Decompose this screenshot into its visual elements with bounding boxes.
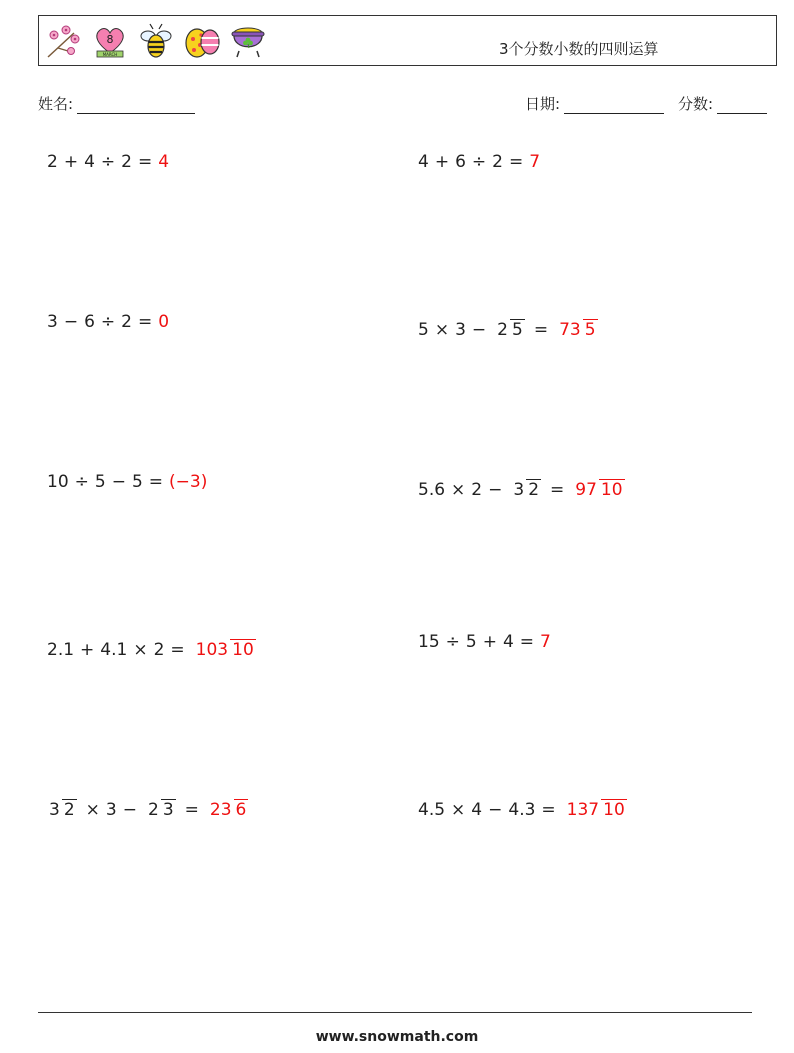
- expression-term: 4.1: [100, 640, 128, 660]
- expression-term: 2: [471, 480, 483, 500]
- answer: 7: [540, 632, 551, 652]
- expression-term: =: [137, 312, 153, 332]
- expression-term: 6: [84, 312, 95, 332]
- answer: 0: [158, 312, 170, 332]
- problem-8: [418, 612, 551, 672]
- fraction: [47, 799, 77, 821]
- expression-term: ×: [451, 800, 466, 820]
- expression-term: 4.3: [508, 800, 536, 820]
- answer: 4: [158, 152, 170, 172]
- expression-term: 97: [575, 480, 597, 500]
- problem-10: [418, 780, 630, 840]
- answer-fraction: [565, 799, 627, 821]
- svg-text:MARCH: MARCH: [102, 52, 118, 57]
- fraction: [495, 319, 525, 341]
- expression-term: 4: [418, 152, 429, 172]
- expression-term: 2: [63, 800, 75, 820]
- answer: 7: [529, 152, 541, 172]
- expression-term: 3: [162, 800, 174, 820]
- name-field[interactable]: [38, 93, 195, 114]
- expression-term: 5: [94, 472, 106, 492]
- answer-fraction: [573, 479, 624, 501]
- expression-term: =: [550, 480, 565, 500]
- date-label: 日期:: [525, 95, 561, 113]
- expression-term: −: [111, 472, 126, 492]
- expression-term: =: [170, 640, 185, 660]
- fraction: [511, 479, 541, 501]
- expression-term: 137: [566, 800, 600, 820]
- expression-term: =: [137, 152, 153, 172]
- expression-term: =: [541, 800, 556, 820]
- expression-term: 2: [147, 800, 159, 820]
- problem-9: [44, 780, 251, 840]
- worksheet-header: [38, 15, 777, 66]
- flower-branch-icon: [44, 21, 84, 61]
- expression-term: 10: [600, 480, 623, 500]
- problem-2: [418, 132, 540, 192]
- svg-text:8: 8: [106, 33, 114, 46]
- expression-term: 4: [471, 800, 483, 820]
- expression-term: +: [80, 640, 95, 660]
- expression-term: 2.1: [47, 640, 75, 660]
- expression-term: 3: [49, 800, 60, 820]
- heart-8-march-icon: [90, 21, 130, 61]
- expression-term: 6: [455, 152, 466, 172]
- expression-term: 5.6: [418, 480, 446, 500]
- expression-term: ÷: [100, 152, 116, 172]
- expression-term: 4: [502, 632, 514, 652]
- problem-3: [47, 292, 169, 352]
- expression-term: +: [63, 152, 79, 172]
- score-blank[interactable]: [717, 97, 767, 114]
- expression-term: 2: [497, 320, 508, 340]
- expression-term: −: [471, 320, 487, 340]
- expression-term: ÷: [100, 312, 116, 332]
- expression-term: 3: [105, 800, 117, 820]
- expression-term: ÷: [445, 632, 460, 652]
- expression-term: 2: [153, 640, 165, 660]
- bee-icon: [136, 21, 176, 61]
- expression-term: 2: [528, 480, 540, 500]
- expression-term: ×: [451, 480, 466, 500]
- problem-5: [47, 452, 207, 512]
- expression-term: ÷: [74, 472, 89, 492]
- expression-term: =: [533, 320, 549, 340]
- expression-term: 3: [47, 312, 58, 332]
- worksheet-title: 3个分数小数的四则运算: [499, 40, 659, 58]
- pot-of-gold-clover-icon: [228, 21, 268, 61]
- problem-4: [418, 300, 601, 360]
- problem-6: [418, 460, 628, 520]
- expression-term: 5: [511, 320, 523, 340]
- expression-term: −: [488, 800, 503, 820]
- expression-term: =: [508, 152, 524, 172]
- easter-eggs-icon: [182, 21, 222, 61]
- expression-term: +: [482, 632, 497, 652]
- date-field[interactable]: [525, 93, 664, 114]
- expression-term: =: [519, 632, 535, 652]
- score-field[interactable]: [678, 93, 767, 114]
- expression-term: 2: [121, 312, 132, 332]
- name-blank[interactable]: [77, 97, 195, 114]
- expression-term: =: [184, 800, 199, 820]
- expression-term: 2: [492, 152, 503, 172]
- header-icons: [44, 21, 268, 61]
- expression-term: −: [488, 480, 503, 500]
- answer-fraction: [208, 799, 248, 821]
- expression-term: 6: [235, 800, 247, 820]
- expression-term: 10: [47, 472, 69, 492]
- expression-term: 103: [195, 640, 229, 660]
- expression-term: 10: [603, 800, 625, 820]
- name-label: 姓名:: [38, 95, 74, 113]
- score-label: 分数:: [678, 95, 714, 113]
- expression-term: 2: [121, 152, 132, 172]
- expression-term: −: [122, 800, 137, 820]
- expression-term: −: [63, 312, 79, 332]
- answer: (−3): [169, 472, 208, 492]
- expression-term: 73: [559, 320, 581, 340]
- expression-term: 10: [232, 640, 254, 660]
- expression-term: 15: [418, 632, 440, 652]
- expression-term: 5: [131, 472, 143, 492]
- problem-1: [47, 132, 169, 192]
- expression-term: +: [434, 152, 450, 172]
- footer-divider: [38, 1012, 752, 1013]
- expression-term: =: [148, 472, 164, 492]
- expression-term: ×: [434, 320, 450, 340]
- problem-7: [47, 620, 259, 680]
- expression-term: 5: [584, 320, 596, 340]
- expression-term: 23: [209, 800, 232, 820]
- expression-term: 3: [455, 320, 466, 340]
- footer-site: www.snowmath.com: [315, 1029, 479, 1045]
- expression-term: 5: [465, 632, 477, 652]
- expression-term: 3: [513, 480, 525, 500]
- expression-term: ×: [85, 800, 100, 820]
- fraction: [146, 799, 176, 821]
- expression-term: 2: [47, 152, 58, 172]
- expression-term: 5: [418, 320, 429, 340]
- date-blank[interactable]: [564, 97, 664, 114]
- answer-fraction: [557, 319, 597, 341]
- expression-term: ×: [133, 640, 148, 660]
- expression-term: ÷: [471, 152, 487, 172]
- answer-fraction: [194, 639, 256, 661]
- expression-term: 4: [84, 152, 95, 172]
- expression-term: 4.5: [418, 800, 446, 820]
